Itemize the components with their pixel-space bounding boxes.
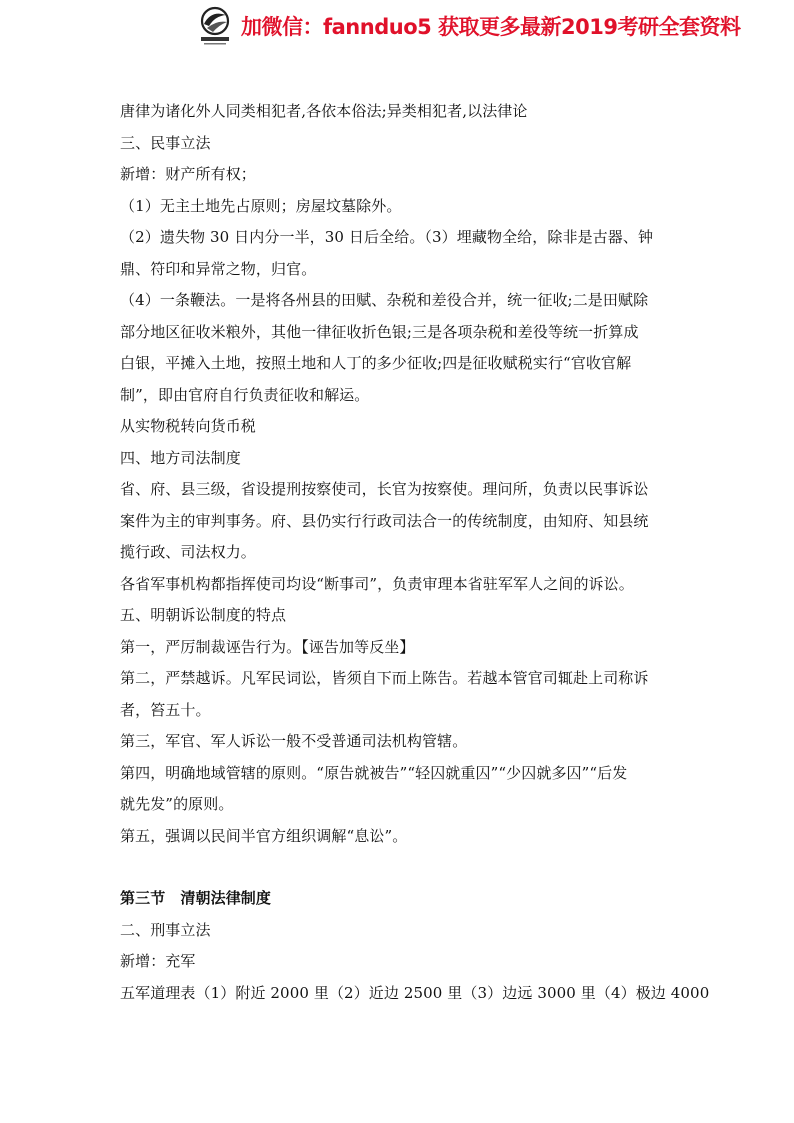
text-line: 第五，强调以民间半官方组织调解“息讼”。 [120,826,408,845]
text-line: 第一，严厉制裁诬告行为。【诬告加等反坐】 [120,637,415,656]
text-block-part2 [120,915,710,1010]
text-line: 唐律为诸化外人同类相犯者,各依本俗法;异类相犯者,以法律论 [120,102,528,120]
text-line: 部分地区征收米粮外，其他一律征收折色银;三是各项杂税和差役等统一折算成 [120,322,639,341]
text-line: 者，笞五十。 [120,700,211,719]
text-line: 制”，即由官府自行负责征收和解运。 [120,385,370,404]
promo-banner: 加微信：fannduo5 获取更多最新2019考研全套资料 [241,15,741,39]
document-body [120,96,710,1009]
text-line: 第三，军官、军人诉讼一般不受普通司法机构管辖。 [120,732,468,750]
text-line: 第二，严禁越诉。凡军民词讼，皆须自下而上陈告。若越本管官司辄赴上司称诉 [120,669,649,687]
text-line: （4）一条鞭法。一是将各州县的田赋、杂税和差役合并，统一征收;二是田赋除 [120,291,649,309]
text-line: 各省军事机构都指挥使司均设“断事司”，负责审理本省驻军军人之间的诉讼。 [120,574,634,593]
text-line: 五、明朝诉讼制度的特点 [120,606,287,624]
text-line: （2）遗失物 30 日内分一半，30 日后全给。（3）埋藏物全给，除非是古器、钟 [120,228,654,246]
text-line: 新增：财产所有权； [120,165,256,183]
page-header [197,4,741,48]
text-line: （1）无主土地先占原则；房屋坟墓除外。 [120,196,402,215]
text-line: 揽行政、司法权力。 [120,543,256,561]
text-line: 三、民事立法 [120,133,211,152]
text-block-part1 [120,96,680,852]
text-line: 从实物税转向货币税 [120,417,256,435]
text-line: 二、刑事立法 [120,920,211,939]
text-line: 案件为主的审判事务。府、县仍实行行政司法合一的传统制度，由知府、知县统 [120,511,649,530]
text-line: 省、府、县三级，省设提刑按察使司，长官为按察使。理问所，负责以民事诉讼 [120,480,649,498]
text-line: 鼎、符印和异常之物，归官。 [120,259,317,278]
text-line: 白银，平摊入土地，按照土地和人丁的多少征收;四是征收赋税实行“官收官解 [120,354,632,372]
text-line: 四、地方司法制度 [120,448,241,467]
text-line: 新增：充军 [120,952,196,970]
text-line: 五军道理表（1）附近 2000 里（2）近边 2500 里（3）边远 3000 里（4）极边 4000 [120,983,710,1002]
section-heading: 第三节 清朝法律制度 [120,889,272,907]
spacer [120,852,680,883]
text-line: 就先发”的原则。 [120,795,234,813]
logo-icon [197,6,233,46]
text-line: 第四，明确地域管辖的原则。“原告就被告”“轻囚就重囚”“少囚就多囚”“后发 [120,763,628,782]
